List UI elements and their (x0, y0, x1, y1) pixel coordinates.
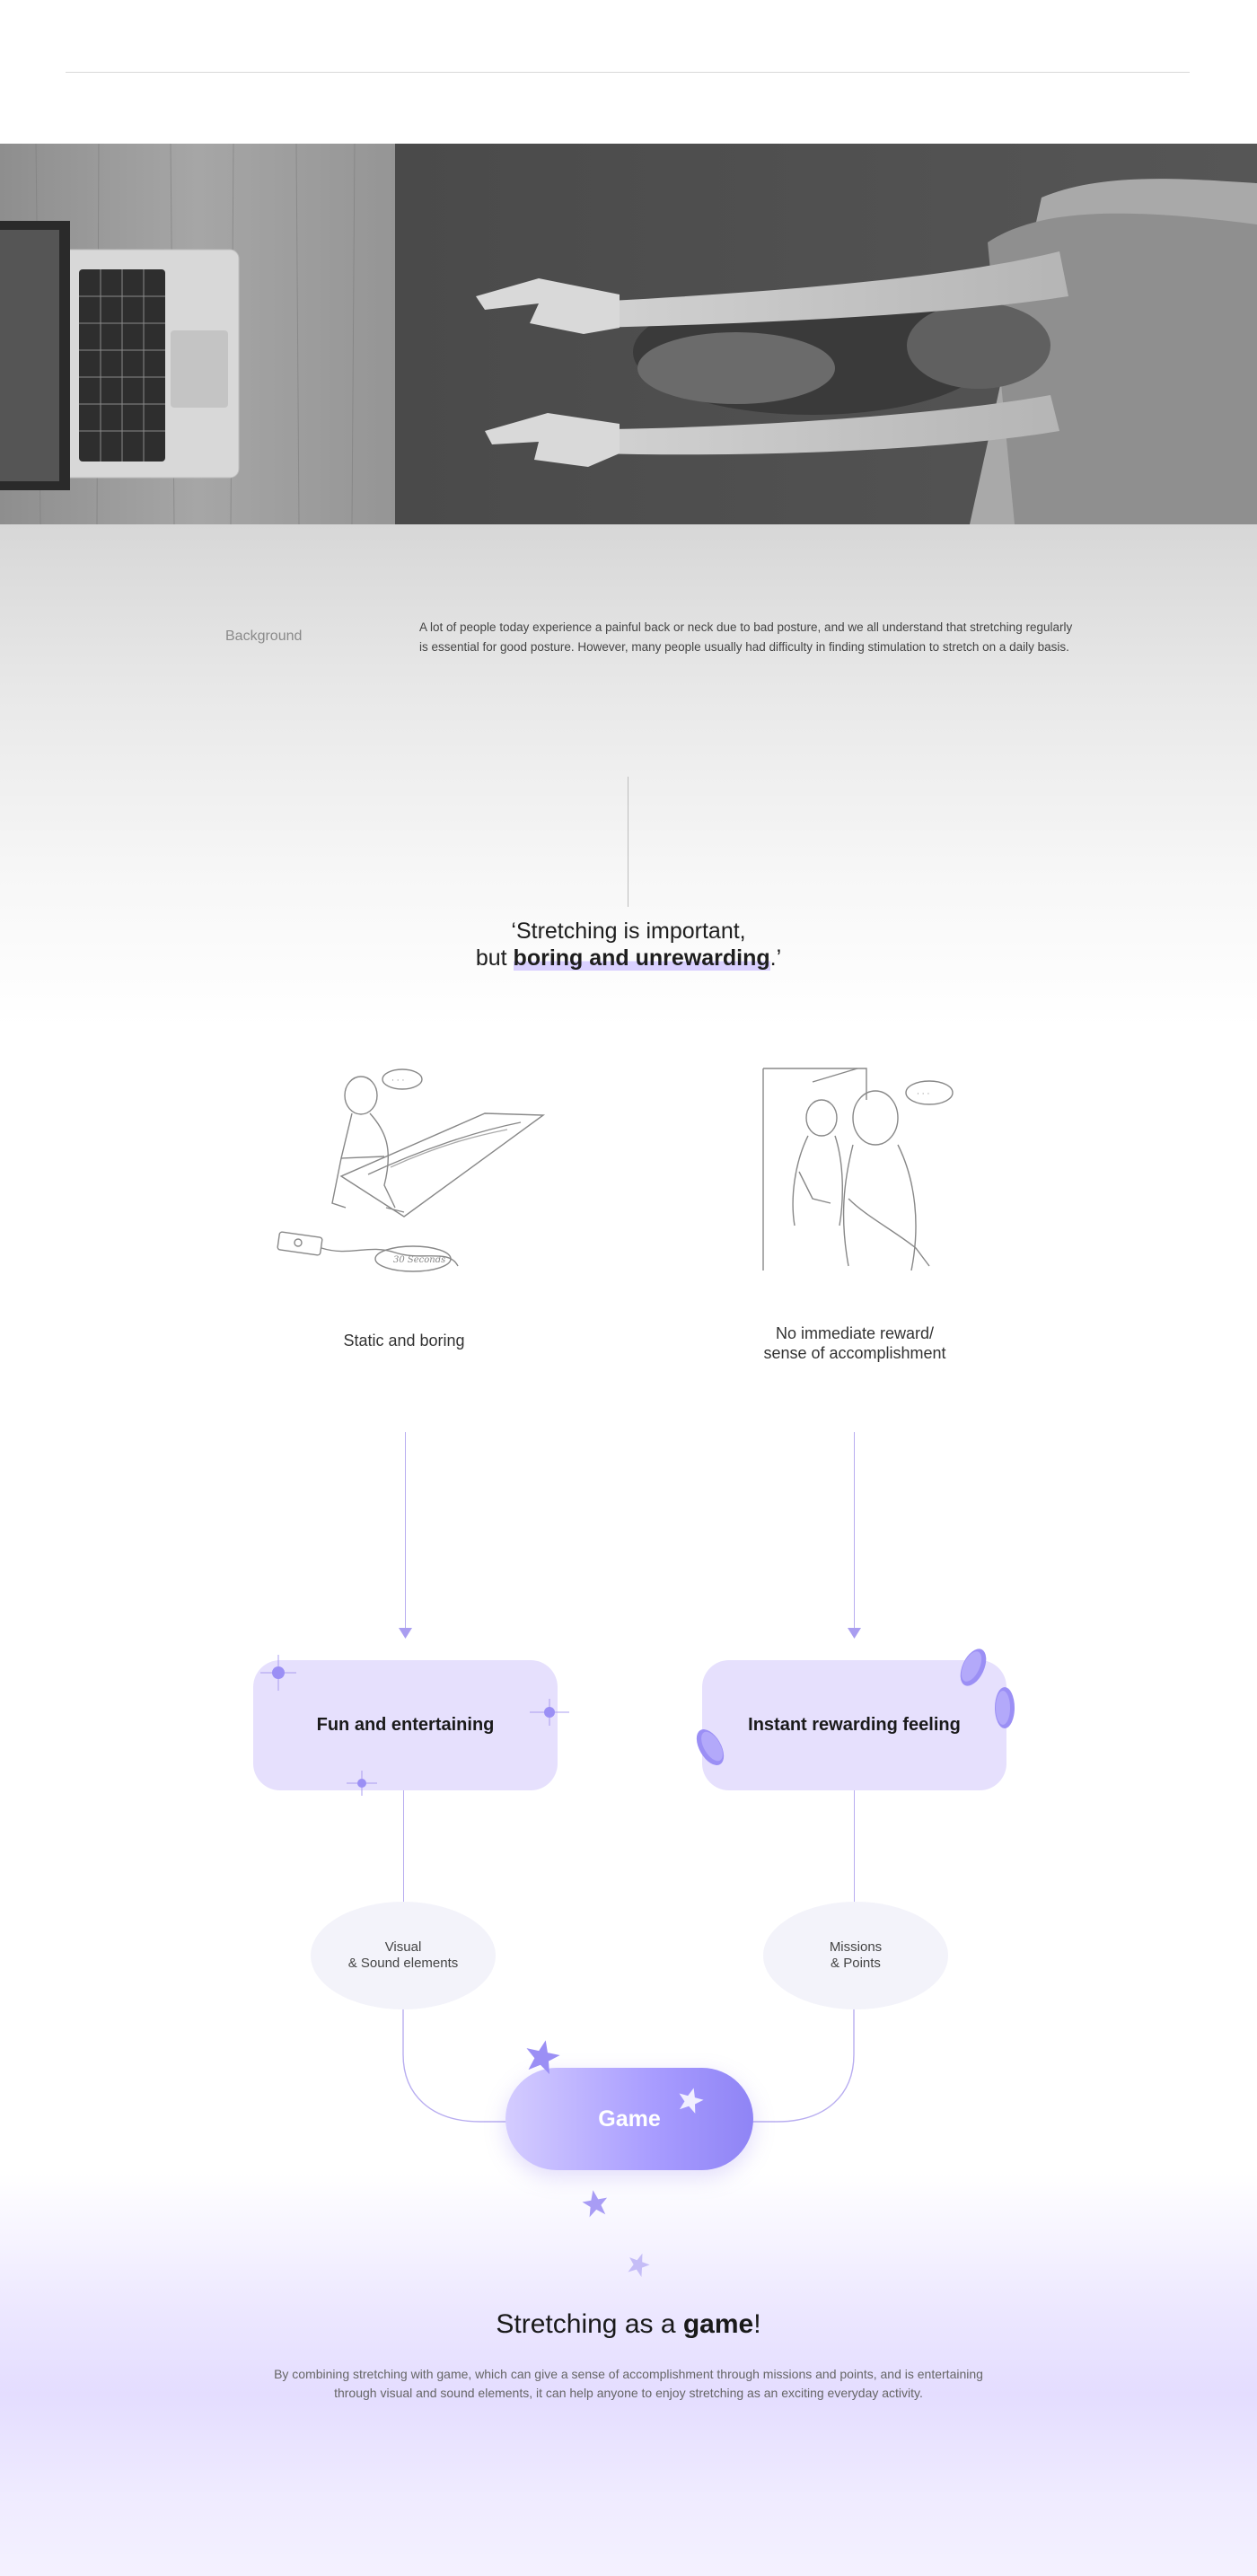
mirror-illustration (759, 1064, 965, 1297)
star-icon (582, 2189, 609, 2218)
star-icon (524, 2038, 560, 2074)
missions-points-line-1: Missions (829, 1939, 883, 1955)
sparkle-icon (260, 1655, 296, 1691)
visual-sound-line-1: Visual (384, 1939, 422, 1955)
static-stretch-illustration (269, 1059, 548, 1284)
background-text: A lot of people today experience a painful back or neck due to bad posture, and we all understand that stretching regularly is essential for good posture. However, many people usually had difficulty in finding stimulation to stretch on a daily basis. (419, 620, 1073, 654)
connector-line (403, 1790, 404, 1902)
timer-label: 30 Seconds (393, 1255, 446, 1265)
hero-photo (0, 144, 1257, 524)
headline-suffix: ! (753, 2309, 761, 2339)
missions-points-line-2: & Points (831, 1956, 881, 1971)
quote (269, 918, 988, 971)
background-label: Background (225, 629, 303, 644)
headline-prefix: Stretching as a (496, 2309, 683, 2339)
top-divider (66, 72, 1190, 73)
star-icon (627, 2252, 650, 2277)
arrow-line-left (405, 1432, 406, 1630)
caption-static-boring: Static and boring (343, 1332, 465, 1350)
star-icon (677, 2087, 704, 2114)
thought-bubble-text: · · · (391, 1077, 405, 1086)
instant-reward-title: Instant rewarding feeling (748, 1715, 961, 1735)
fun-entertaining-card (253, 1660, 558, 1790)
sparkle-icon (347, 1771, 377, 1796)
connector-line (854, 1790, 855, 1902)
arrow-down-icon (848, 1627, 861, 1638)
quote-suffix: .’ (769, 945, 782, 971)
caption-no-reward (718, 1323, 991, 1363)
visual-sound-oval (311, 1902, 496, 2009)
caption-no-reward-line-2: sense of accomplishment (763, 1344, 946, 1362)
conclusion-description: By combining stretching with game, which can give a sense of accomplishment through missions and points, and is entertaining through visual and sound elements, it can help anyone to enjoy stretching as an exciting everyday activity. (274, 2367, 983, 2400)
arrow-down-icon (399, 1627, 412, 1638)
coin-icon (959, 1647, 988, 1688)
visual-sound-line-2: & Sound elements (347, 1956, 459, 1971)
missions-points-oval (763, 1902, 948, 2009)
quote-line-1: ‘Stretching is important, (511, 919, 746, 944)
game-pill (505, 2068, 753, 2170)
coin-icon (993, 1686, 1016, 1729)
conclusion-headline (269, 2309, 988, 2340)
coin-icon (695, 1726, 725, 1769)
quote-highlight: boring and unrewarding (513, 945, 770, 971)
arrow-line-right (854, 1432, 855, 1630)
game-label: Game (598, 2106, 661, 2132)
fun-entertaining-title: Fun and entertaining (316, 1715, 495, 1735)
caption-no-reward-line-1: No immediate reward/ (775, 1324, 935, 1342)
quote-line-2 (269, 945, 988, 971)
thought-bubble-text: · · · (917, 1090, 930, 1099)
headline-bold: game (682, 2309, 754, 2339)
sparkle-icon (530, 1699, 569, 1726)
quote-prefix: but (475, 945, 514, 971)
